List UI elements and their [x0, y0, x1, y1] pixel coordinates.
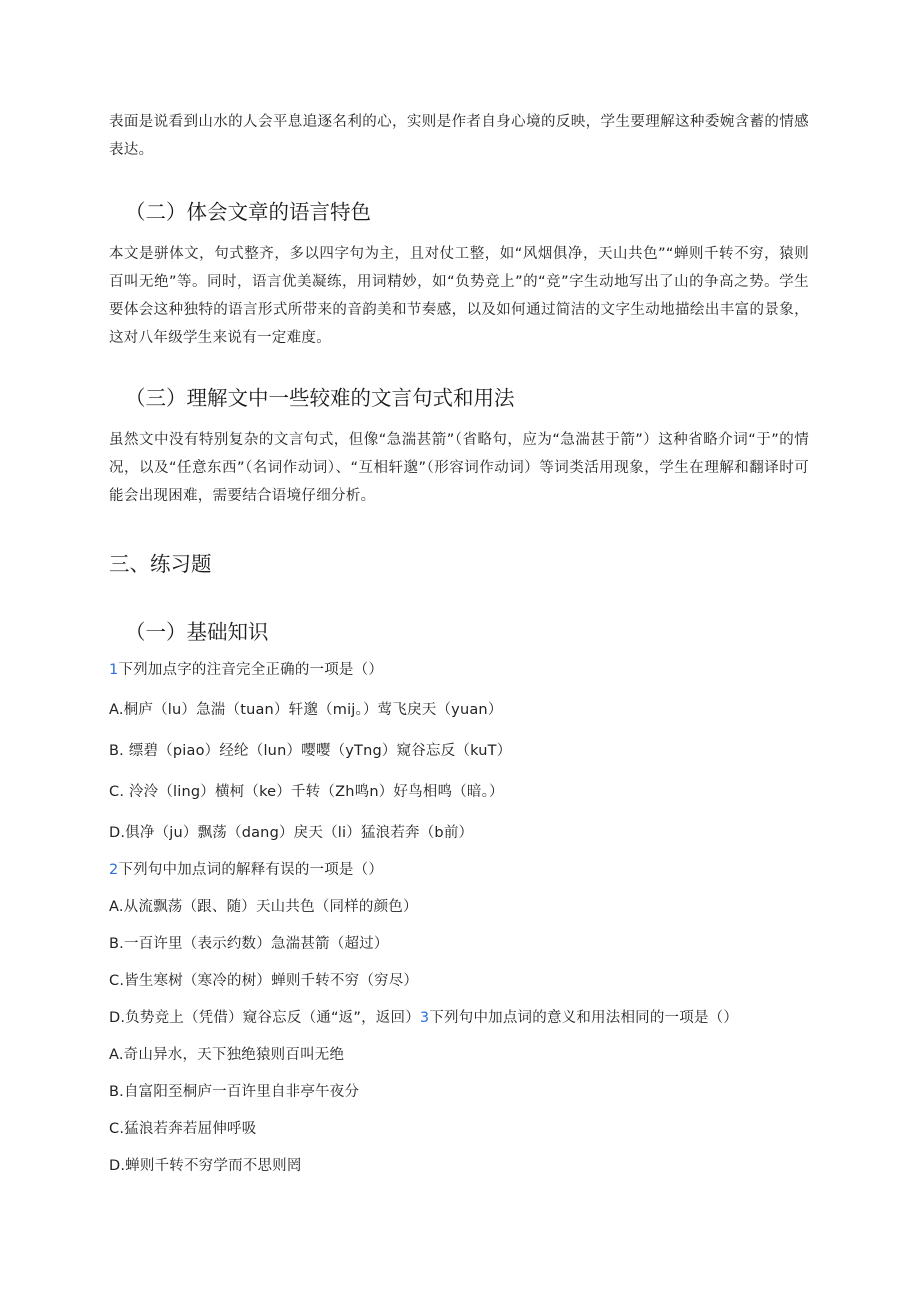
section-body-syntax: 虽然文中没有特别复杂的文言句式，但像“急湍甚箭”（省略句，应为“急湍甚于箭”）这种省略介词“于”的情况，以及“任意东西”（名词作动词）、“互相轩邈”（形容词作动词）等词类活用现象，学生在理解和翻译时可能会出现困难，需要结合语境仔细分析。: [109, 432, 809, 504]
question-1-option-d: D.俱净（ju）飘荡（dang）戾天（li）猛浪若奔（b前）: [109, 825, 474, 841]
question-2-option-b: B.一百许里（表示约数）急湍甚箭（超过）: [109, 936, 389, 952]
part-title-exercises: 三、练习题: [109, 552, 212, 576]
question-3-option-d: D.蝉则千转不穷学而不思则罔: [109, 1158, 302, 1174]
intro-paragraph: 表面是说看到山水的人会平息追逐名利的心，实则是作者自身心境的反映，学生要理解这种委婉含蓄的情感表达。: [109, 114, 809, 158]
question-3-option-c: C.猛浪若奔若屈伸呼吸: [109, 1121, 257, 1137]
question-2-option-c: C.皆生寒树（寒冷的树）蝉则千转不穷（穷尽）: [109, 973, 419, 989]
question-2-number: 2: [109, 862, 119, 878]
question-1-stem: [109, 658, 809, 682]
question-1-option-c: C. 泠泠（ling）横柯（ke）千转（Zh鸣n）好鸟相鸣（暗。）: [109, 784, 504, 800]
question-2-option-d-with-question-3: [109, 1006, 809, 1030]
question-1-text: 下列加点字的注音完全正确的一项是（）: [118, 662, 384, 678]
question-3-option-b: B.自富阳至桐庐一百许里自非亭午夜分: [109, 1084, 360, 1100]
question-2-option-d: D.负势竞上（凭借）窥谷忘反（通“返”，返回）: [109, 1010, 420, 1026]
question-1-option-a: A.桐庐（lu）急湍（tuan）轩邈（mij。）莺飞戾天（yuan）: [109, 702, 503, 718]
section-body-language: 本文是骈体文，句式整齐，多以四字句为主，且对仗工整，如“风烟俱净，天山共色”“蝉则千转不穷，猿则百叫无绝”等。同时，语言优美凝练，用词精妙，如“负势竞上”的“竞”字生动地写出了山的争高之势。学生要体会这种独特的语言形式所带来的音韵美和节奏感，以及如何通过简洁的文字生动地描绘出丰富的景象，这对八年级学生来说有一定难度。: [109, 246, 809, 346]
question-3-text: 下列句中加点词的意义和用法相同的一项是（）: [429, 1010, 739, 1026]
question-2-stem: [109, 858, 809, 882]
question-3-option-a: A.奇山异水，天下独绝猿则百叫无绝: [109, 1047, 345, 1063]
question-2-option-a: A.从流飘荡（跟、随）天山共色（同样的颜色）: [109, 899, 418, 915]
section-title-syntax: （三）理解文中一些较难的文言句式和用法: [125, 386, 515, 410]
section-title-basic: （一）基础知识: [125, 620, 269, 644]
section-title-language: （二）体会文章的语言特色: [125, 200, 371, 224]
document-page: [109, 108, 809, 1178]
question-1-number: 1: [109, 662, 119, 678]
question-1-option-b: B. 缥碧（piao）经纶（lun）嘤嘤（yTng）窥谷忘反（kuT）: [109, 743, 512, 759]
question-2-text: 下列句中加点词的解释有误的一项是（）: [118, 862, 384, 878]
question-3-number: 3: [419, 1010, 430, 1026]
